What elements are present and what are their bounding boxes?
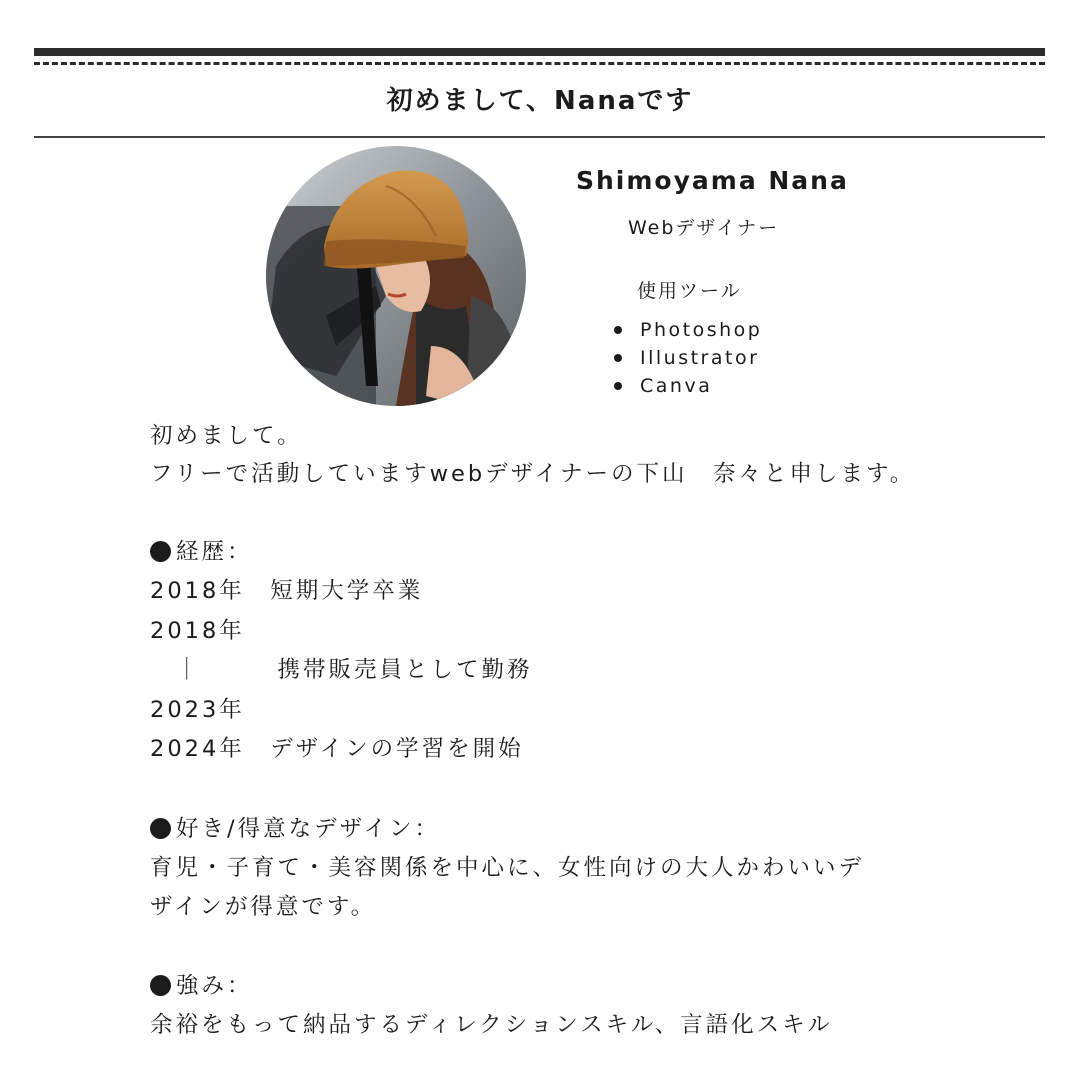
career-row: ｜ 携帯販売員として勤務 — [150, 657, 533, 683]
tool-label: Illustrator — [640, 347, 760, 369]
intro-line-2: フリーで活動していますwebデザイナーの下山 奈々と申します。 — [150, 461, 916, 487]
tool-item — [614, 344, 762, 372]
favorite-heading-text: 好き/得意なデザイン： — [176, 816, 441, 842]
page-title: 初めまして、Nanaです — [386, 86, 694, 116]
circle-bullet-icon — [150, 541, 171, 562]
career-row: 2018年 — [150, 618, 245, 644]
profile-role: Webデザイナー — [628, 217, 780, 239]
circle-bullet-icon — [150, 818, 171, 839]
tool-label: Canva — [640, 375, 713, 397]
profile-name: Shimoyama Nana — [576, 166, 849, 195]
tool-label: Photoshop — [640, 319, 763, 341]
intro-line-1: 初めまして。 — [150, 423, 303, 449]
bullet-icon — [614, 354, 622, 362]
top-dashed-rule — [34, 62, 1045, 65]
top-thick-rule — [34, 48, 1045, 56]
bullet-icon — [614, 382, 622, 390]
profile-photo — [266, 146, 526, 406]
circle-bullet-icon — [150, 975, 171, 996]
strengths-heading-text: 強み： — [176, 973, 253, 999]
career-row: 2024年 デザインの学習を開始 — [150, 736, 524, 762]
tool-item — [614, 316, 762, 344]
bullet-icon — [614, 326, 622, 334]
strengths-heading — [150, 971, 253, 1001]
tools-heading: 使用ツール — [637, 280, 742, 302]
strengths-line-1: 余裕をもって納品するディレクションスキル、言語化スキル — [150, 1012, 833, 1038]
tools-list — [614, 316, 762, 400]
favorite-line-2: ザインが得意です。 — [150, 894, 377, 920]
career-row: 2018年 短期大学卒業 — [150, 578, 424, 604]
title-underline — [34, 136, 1045, 138]
career-heading — [150, 537, 253, 567]
profile-photo-illustration — [266, 146, 526, 406]
tool-item — [614, 372, 762, 400]
career-row: 2023年 — [150, 697, 245, 723]
favorite-heading — [150, 814, 440, 844]
favorite-line-1: 育児・子育て・美容関係を中心に、女性向けの大人かわいいデ — [150, 855, 865, 881]
career-heading-text: 経歴： — [176, 539, 253, 565]
